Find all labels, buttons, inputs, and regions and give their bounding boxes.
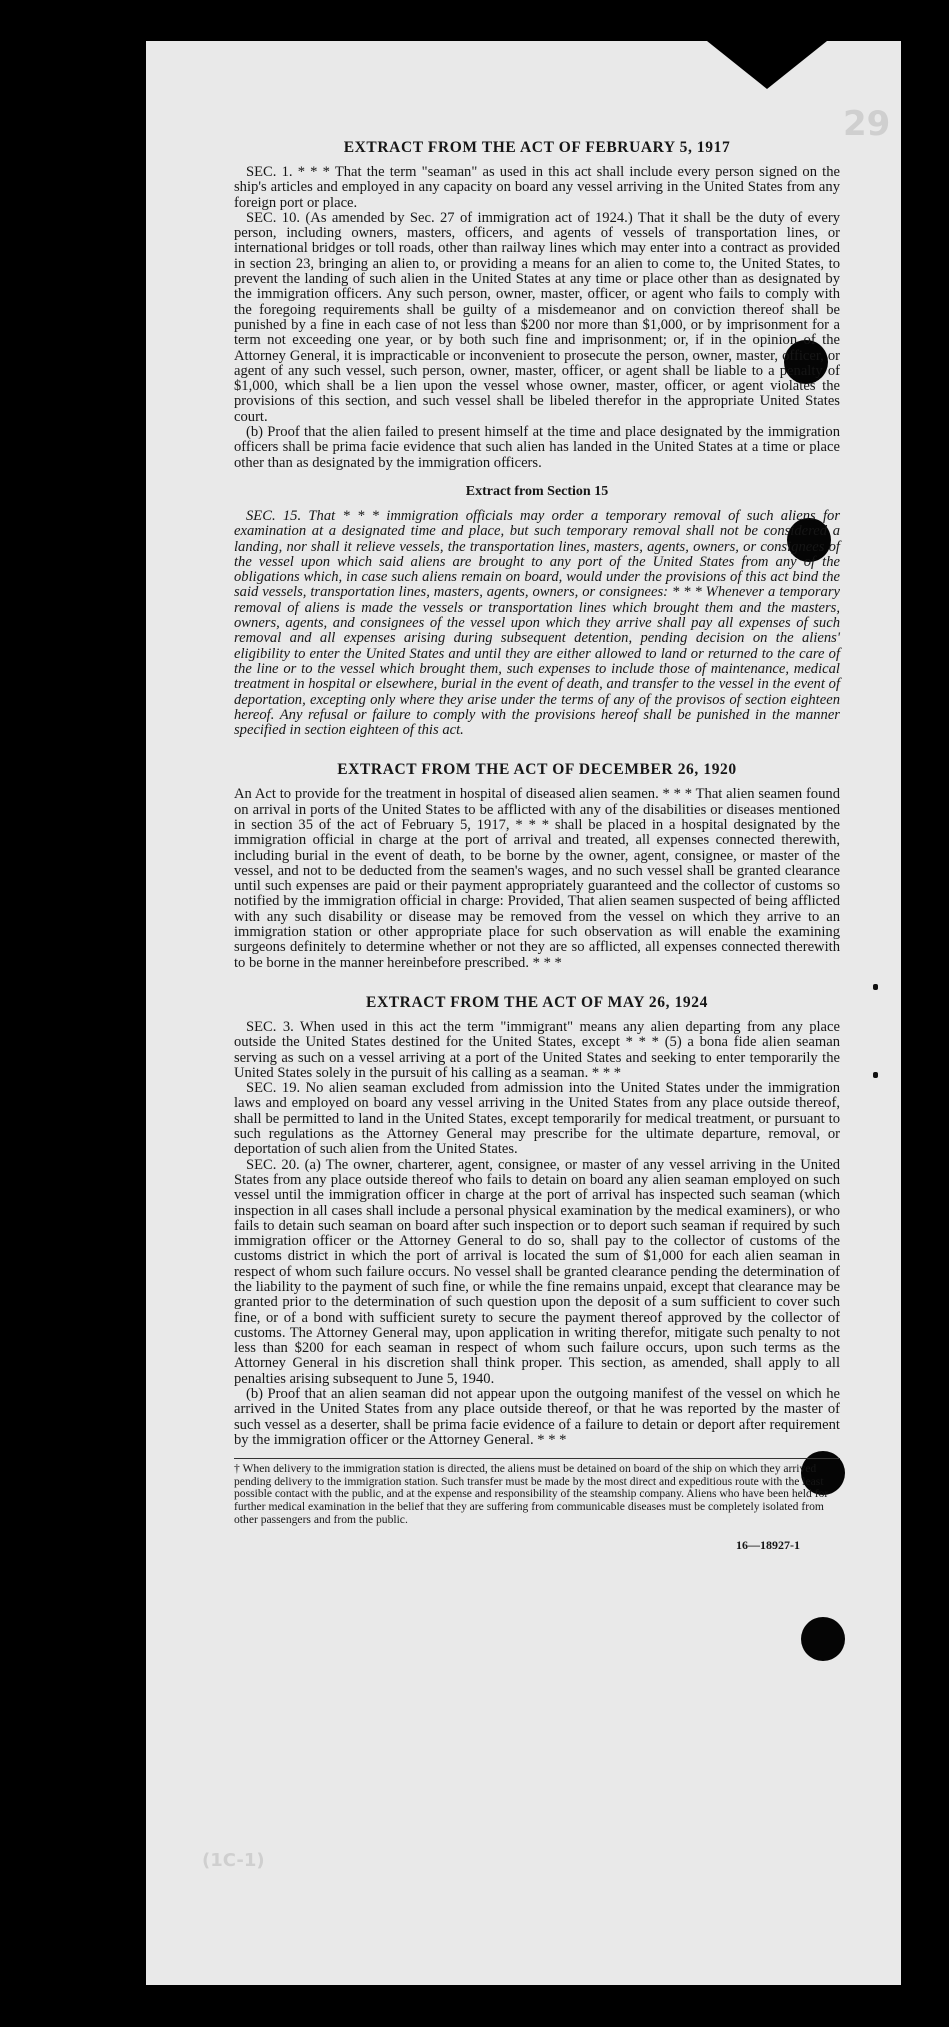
paragraph: SEC. 19. No alien seaman excluded from admission into the United States under the immigration laws and employed on board any vessel arriving in the United States from any place outside thereof, shall be permitted to land in the United States, except temporarily for medical treatment, or pursuant to such regulations as the Attorney General may prescribe for the ultimate departure, removal, or deportation of such alien from the United States. [234, 1080, 840, 1158]
paragraph: SEC. 1. * * * That the term "seaman" as used in this act shall include every person signed on the ship's articles and employed in any capacity on board any vessel arriving in the United States from any foreign port or place. [234, 164, 840, 211]
paragraph: SEC. 3. When used in this act the term "immigrant" means any alien departing from any place outside the United States destined for the United States, except * * * (5) a bona fide alien seaman serving as such on a vessel arriving at a port of the United States and seeking to enter temporarily the United States solely in the pursuit of his calling as a seaman. * * * [234, 1018, 840, 1081]
section-heading: EXTRACT FROM THE ACT OF MAY 26, 1924 [366, 993, 708, 1011]
section-extract-15 [234, 483, 840, 738]
section-subheading: Extract from Section 15 [465, 483, 609, 499]
section-heading: EXTRACT FROM THE ACT OF FEBRUARY 5, 1917 [343, 139, 731, 156]
document-body [234, 138, 840, 1554]
paragraph: SEC. 10. (As amended by Sec. 27 of immigration act of 1924.) That it shall be the duty of every person, including owners, masters, officers, and agents of vessels of transportation lines, or international bridges or toll roads, other than railway lines which may enter into a contract as provided in section 23, bringing an alien to, or providing a means for an alien to come to, the United States, to prevent the landing of such alien in the United States at any time or place other than as designated by the immigration officers. Any such person, owner, master, officer, or agent who fails to comply with the foregoing requirements shall be guilty of a misdemeanor and on conviction thereof shall be punished by a fine in each case of not less than $200 nor more than $1,000, or by imprisonment for a term not exceeding one year, or by both such fine and imprisonment; or, if in the opinion of the Attorney General, it is impracticable or inconvenient to prosecute the person, owner, master, officer, or agent of any such vessel, such person, owner, master, officer, or agent shall be liable to a penalty of $1,000, which shall be a lien upon the vessel whose owner, master, officer, or agent violates the provisions of this section, and such vessel shall be libeled therefor in the appropriate United States court. [234, 209, 840, 425]
margin-ghost-number-bottom: (1C-1) [202, 1850, 265, 1871]
form-number: 16—18927-1 [736, 1538, 800, 1553]
paragraph: An Act to provide for the treatment in hospital of diseased alien seamen. * * * That alien seamen found on arrival in ports of the United States to be afflicted with any of the disabilities or diseases mentioned in section 35 of the act of February 5, 1917, * * * shall be placed in a hospital designated by the immigration official in charge at the port of arrival and treated, all expenses connected therewith, including burial in the event of death, to be borne by the owner, agent, consignee, or master of the vessel, and not to be deducted from the seamen's wages, and no such vessel shall be granted clearance until such expenses are paid or their payment appropriately guaranteed and the collector of customs so notified by the immigration official in charge: Provided, That alien seamen suspected of being afflicted with any such disability or disease may be removed from the vessel on which they arrive to an immigration station or other appropriate place for such observation as will enable the examining surgeons definitely to determine whether or not they are so afflicted, all expenses connected therewith to be borne in the manner hereinbefore prescribed. * * * [234, 786, 840, 971]
punch-mark [873, 984, 878, 990]
margin-ghost-number-top: 29 [843, 104, 891, 144]
paragraph: (b) Proof that an alien seaman did not appear upon the outgoing manifest of the vessel on which he arrived in the United States from any place outside thereof, or that he was reported by the master of such vessel as a deserter, shall be prima facie evidence of a failure to detain or deport after requirement by the immigration officer or the Attorney General. * * * [234, 1386, 840, 1448]
section-act-1917 [234, 138, 840, 471]
paragraph: SEC. 20. (a) The owner, charterer, agent, consignee, or master of any vessel arriving in the United States from any place outside thereof who fails to detain on board any alien seaman employed on such vessel until the immigration officer in charge at the port of arrival has inspected such seaman (which inspection in all cases shall include a personal physical examination by the medical examiners), or who fails to detain such seaman on board after such inspection or to deport such seaman if required by such immigration officer or the Attorney General to do so, shall pay to the collector of customs of the customs district in which the port of arrival is located the sum of $1,000 for each alien seaman in respect of whom such failure occurs. No vessel shall be granted clearance pending the determination of the liability to the payment of such fine, or while the fine remains unpaid, except that clearance may be granted prior to the determination of such question upon the deposit of a sum sufficient to cover such fine, or of a bond with sufficient surety to secure the payment thereof approved by the collector of customs. The Attorney General may, upon application in writing therefor, mitigate such penalty to not less than $200 for each seaman in respect of whom such failure occurs, upon such terms as the Attorney General in his discretion shall think proper. This section, as amended, shall apply to all penalties arising subsequent to June 5, 1940. [234, 1156, 840, 1387]
section-act-1924 [234, 993, 840, 1448]
footnote: † When delivery to the immigration station is directed, the aliens must be detained on board of the ship on which they arrived pending delivery to the immigration station. Such transfer must be made by the most direct and expeditious route with the least possible contact with the public, and at the expense and responsibility of the steamship company. Aliens who have been held for further medical examination in the belief that they are suffering from communicable diseases must be completely isolated from other passengers and from the public. [234, 1458, 840, 1526]
torn-corner [707, 41, 827, 89]
punch-mark [873, 1072, 878, 1078]
section-act-1920 [234, 760, 840, 971]
paragraph: SEC. 15. That * * * immigration officials may order a temporary removal of such aliens for examination at a designated time and place, but such temporary removal shall not be considered a landing, nor shall it relieve vessels, the transportation lines, masters, agents, owners, or consignees of the vessel upon which said aliens are brought to any port of the United States from any of the obligations which, in case such aliens remain on board, would under the provisions of this act bind the said vessels, transportation lines, masters, agents, owners, or consignees: * * * Whenever a temporary removal of aliens is made the vessels or transportation lines which brought them and the masters, owners, agents, and consignees of the vessel upon which they arrive shall pay all expenses of such removal and all expenses arising during subsequent detention, pending decision on the aliens' eligibility to enter the United States and until they are either allowed to land or returned to the care of the line or to the vessel which brought them, such expenses to include those of maintenance, medical treatment in hospital or elsewhere, burial in the event of death, and transfer to the vessel in the event of deportation, excepting only where they arise under the terms of any of the provisos of section eighteen hereof. Any refusal or failure to comply with the provisions hereof shall be punished in the manner specified in section eighteen of this act. [234, 507, 840, 739]
section-heading: EXTRACT FROM THE ACT OF DECEMBER 26, 1920 [337, 761, 737, 779]
paragraph: (b) Proof that the alien failed to present himself at the time and place designated by the immigration officers shall be prima facie evidence that such alien has landed in the United States at a time or place other than as designated by the immigration officers. [234, 424, 840, 471]
binder-hole [801, 1617, 845, 1661]
